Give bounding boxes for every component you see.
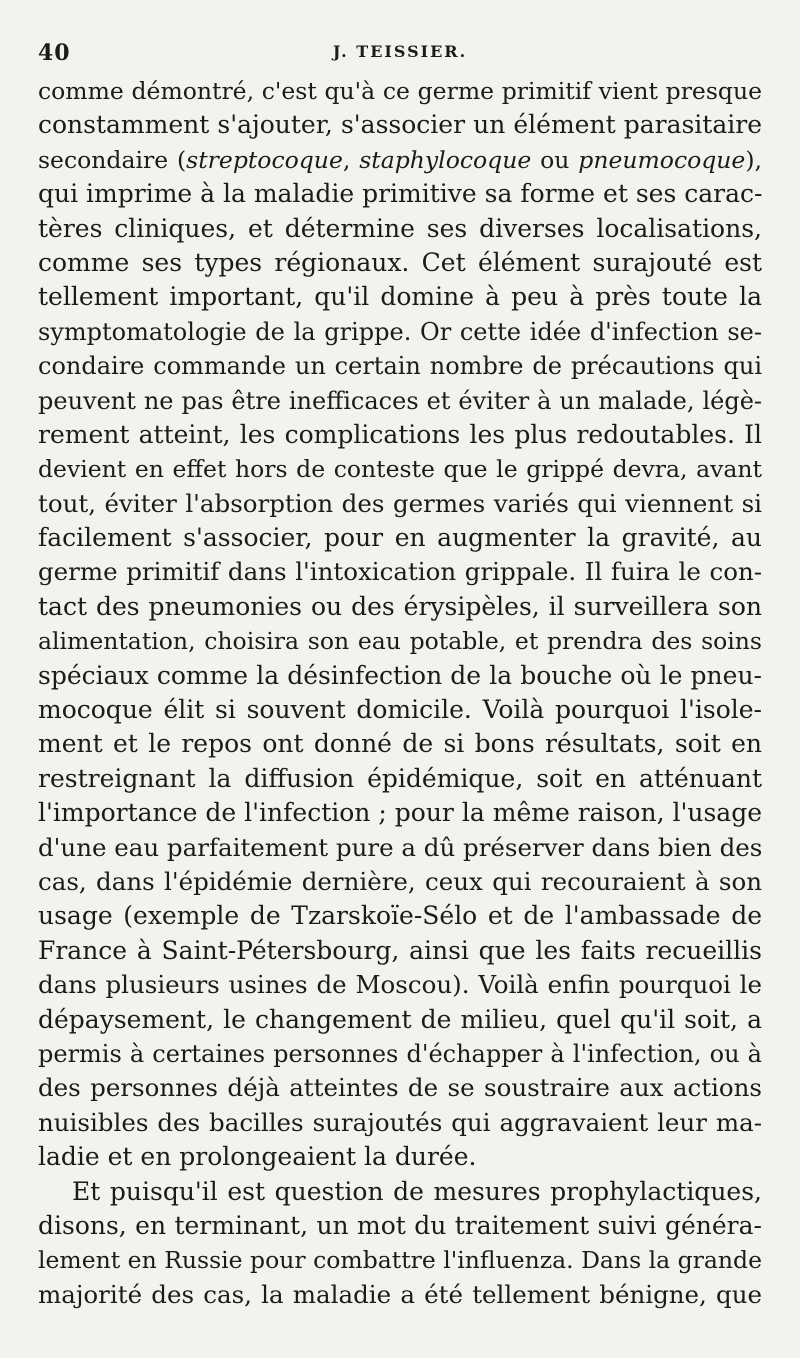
text-line: condaire commande un certain nombre de précautions qui — [38, 352, 762, 381]
text-line: comme démontré, c'est qu'à ce germe primitif vient presque — [38, 77, 762, 105]
paragraph-2 — [38, 1175, 762, 1313]
text-fragment: ), — [745, 145, 762, 174]
text-line-with-italics — [38, 143, 762, 177]
text-line: symptomatologie de la grippe. Or cette idée d'infection se- — [38, 317, 762, 346]
text-line: comme ses types régionaux. Cet élément surajouté est — [38, 247, 762, 277]
text-line: restreignant la diffusion épidémique, soit en atténuant — [38, 763, 762, 793]
paragraph-1 — [38, 74, 762, 1175]
text-fragment: , — [342, 145, 360, 174]
text-line: dans plusieurs usines de Moscou). Voilà enfin pourquoi le — [38, 970, 762, 1000]
text-fragment: ou — [531, 145, 579, 174]
text-line: des personnes déjà atteintes de se soustraire aux actions — [38, 1073, 762, 1103]
text-fragment: secondaire ( — [38, 145, 187, 174]
text-line: majorité des cas, la maladie a été tellement bénigne, que — [38, 1279, 762, 1309]
page-number: 40 — [38, 40, 71, 66]
text-line: constamment s'ajouter, s'associer un élément parasitaire — [38, 110, 762, 140]
text-line: cas, dans l'épidémie dernière, ceux qui recouraient à son — [38, 866, 762, 896]
text-line: tères cliniques, et détermine ses diverses localisations, — [38, 213, 762, 243]
text-line: lement en Russie pour combattre l'influenza. Dans la grande — [38, 1246, 762, 1275]
text-line: facilement s'associer, pour en augmenter la gravité, au — [38, 523, 762, 553]
text-line: d'une eau parfaitement pure a dû préserver dans bien des — [38, 832, 763, 862]
text-line: l'importance de l'infection ; pour la même raison, l'usage — [38, 798, 762, 828]
text-line: dépaysement, le changement de milieu, quel qu'il soit, a — [38, 1004, 762, 1034]
text-line: alimentation, choisira son eau potable, et prendra des soins — [38, 627, 762, 656]
text-line: France à Saint-Pétersbourg, ainsi que les faits recueillis — [38, 935, 762, 965]
text-line: devient en effet hors de conteste que le grippé devra, avant — [38, 455, 762, 484]
text-line: nuisibles des bacilles surajoutés qui aggravaient leur ma- — [38, 1107, 762, 1137]
running-title: J. TEISSIER. — [332, 42, 468, 61]
italic-term: staphylocoque — [359, 145, 532, 174]
page-header — [38, 40, 762, 68]
text-line: tellement important, qu'il domine à peu à près toute la — [38, 282, 762, 312]
text-line: germe primitif dans l'intoxication grippale. Il fuira le con- — [38, 557, 762, 587]
text-line: spéciaux comme la désinfection de la bouche où le pneu- — [38, 660, 762, 690]
text-line: usage (exemple de Tzarskoïe-Sélo et de l'ambassade de — [38, 901, 762, 931]
text-line: ladie et en prolongeaient la durée. — [38, 1142, 477, 1172]
italic-term: streptocoque — [186, 145, 343, 174]
body-text — [38, 74, 762, 1312]
italic-term: pneumocoque — [578, 145, 746, 174]
text-line: permis à certaines personnes d'échapper à l'infection, ou à — [38, 1039, 762, 1068]
text-line: disons, en terminant, un mot du traitement suivi généra- — [38, 1210, 762, 1240]
text-line: Et puisqu'il est question de mesures prophylactiques, — [72, 1176, 762, 1206]
text-line: rement atteint, les complications les plus redoutables. Il — [38, 419, 762, 449]
text-line: ment et le repos ont donné de si bons résultats, soit en — [38, 729, 762, 759]
text-line: mocoque élit si souvent domicile. Voilà pourquoi l'isole- — [38, 695, 762, 725]
text-line: tact des pneumonies ou des érysipèles, il surveillera son — [38, 591, 762, 621]
text-line: qui imprime à la maladie primitive sa forme et ses carac- — [38, 179, 763, 209]
text-line: peuvent ne pas être inefficaces et éviter à un malade, légè- — [38, 386, 762, 415]
text-line: tout, éviter l'absorption des germes variés qui viennent si — [38, 488, 762, 518]
